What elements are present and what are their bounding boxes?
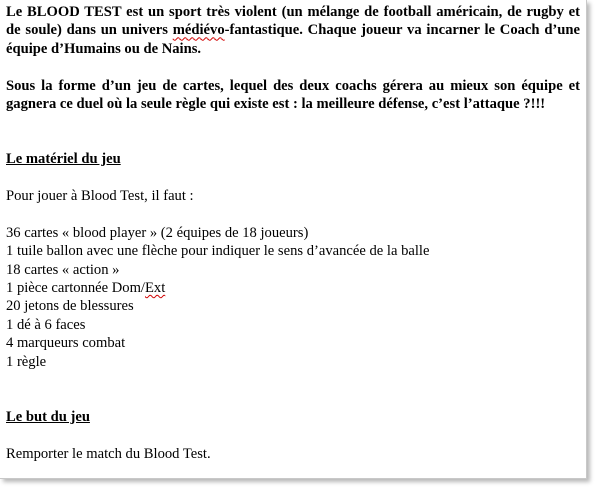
paragraph-gap — [6, 426, 580, 444]
section-gap — [6, 371, 580, 408]
section-gap — [6, 113, 580, 150]
paragraph-gap — [6, 205, 580, 223]
paragraph-gap — [6, 58, 580, 76]
list-item: 20 jetons de blessures — [6, 298, 134, 315]
section-heading-but: Le but du jeu — [6, 408, 90, 425]
spellcheck-flagged-word: Ext — [144, 280, 166, 297]
list-item: 1 tuile ballon avec une flèche pour indiquer le sens d’avancée de la balle — [6, 243, 430, 260]
paragraph-gap — [6, 169, 580, 187]
section-heading-materiel: Le matériel du jeu — [6, 151, 121, 168]
list-item: 36 cartes « blood player » (2 équipes de 18 joueurs) — [6, 224, 309, 241]
spellcheck-flagged-word: médiévo — [172, 22, 225, 39]
intro-text-start: Le BLOOD TEST est un sport très violent (un mélange de football américain, de rugby et de soule) dans un univers — [6, 4, 580, 39]
list-item: 1 dé à 6 faces — [6, 316, 86, 333]
list-item: 18 cartes « action » — [6, 261, 120, 278]
intro-paragraph-2: Sous la forme d’un jeu de cartes, lequel des deux coachs gérera au mieux son équipe et gagnera ce duel où la seule règle qui existe est : la meilleure défense, c’est l’attaque ?!!! — [6, 77, 580, 113]
materiel-list — [6, 224, 580, 371]
intro-text-end: -fantastique. Chaque joueur va incarner le Coach d’une équipe d’Humains ou de Nains. — [6, 22, 580, 57]
list-item: 1 règle — [6, 353, 47, 370]
intro-paragraph — [6, 3, 580, 58]
but-text: Remporter le match du Blood Test. — [6, 445, 211, 462]
list-item: 4 marqueurs combat — [6, 335, 126, 352]
document-content — [6, 3, 580, 463]
list-item-text: 1 pièce cartonnée Dom/ — [6, 280, 145, 297]
materiel-lead: Pour jouer à Blood Test, il faut : — [6, 188, 194, 205]
list-item — [6, 279, 580, 297]
